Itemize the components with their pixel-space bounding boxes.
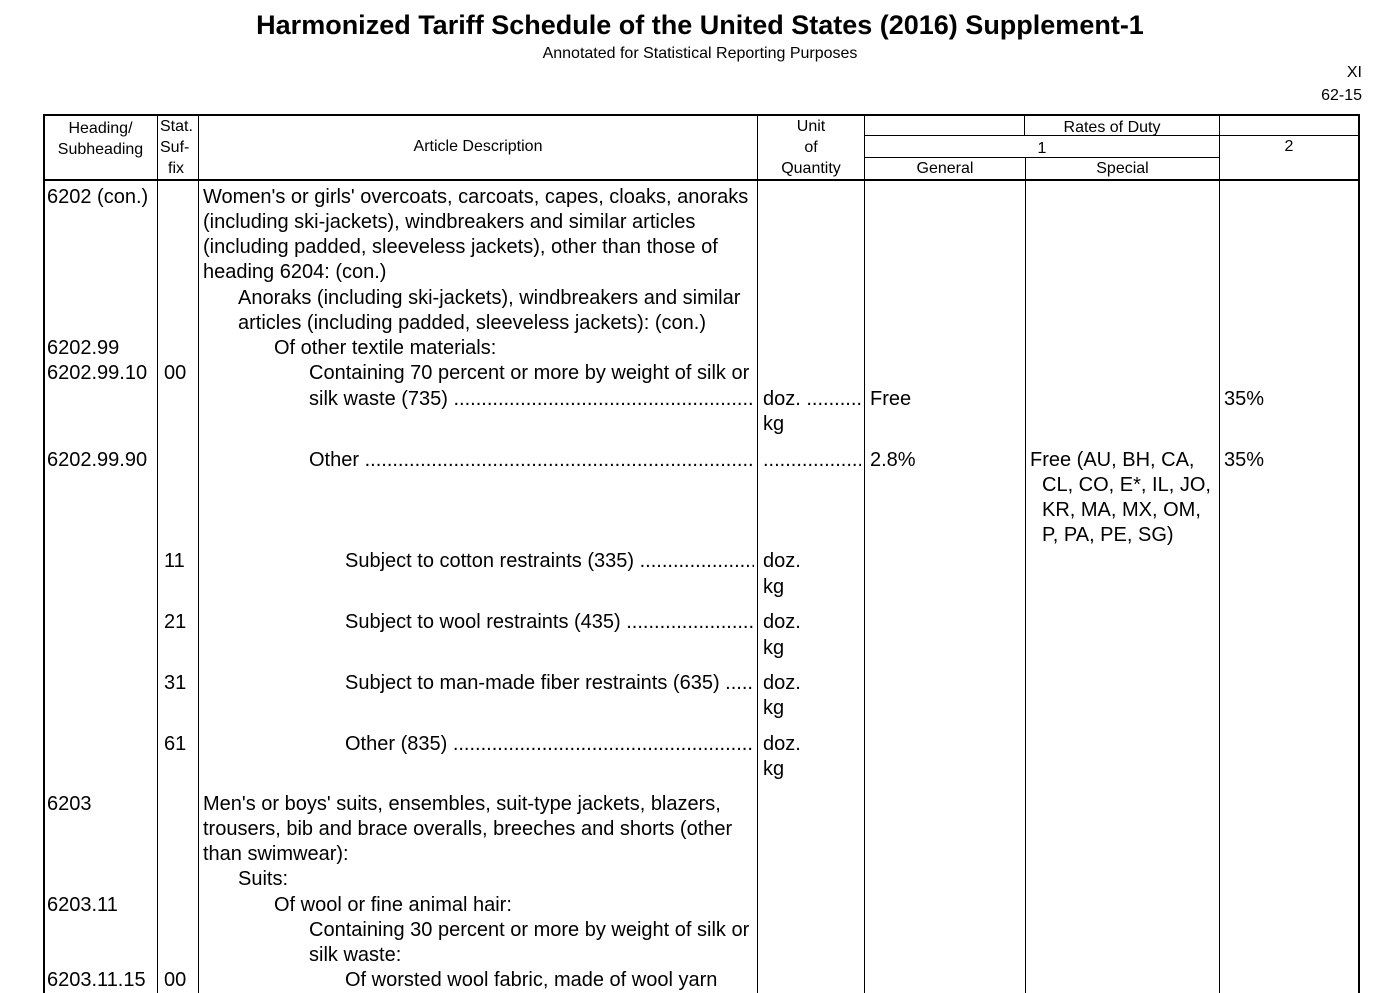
heading-6202-99-90: 6202.99.90 bbox=[47, 449, 148, 471]
heading-6203-11-15: 6203.11.15 bbox=[47, 969, 146, 991]
stat-31: 31 bbox=[164, 672, 187, 694]
heading-6202: 6202 (con.) bbox=[47, 186, 149, 208]
desc-6202-99-10-line2: silk waste (735) ..... bbox=[309, 387, 754, 412]
col2-6202-99-10: 35% bbox=[1224, 388, 1265, 410]
stat-21: 21 bbox=[164, 611, 187, 633]
general-6202-99-10: Free bbox=[870, 388, 912, 410]
desc-6202-line1: Women's or girls' overcoats, carcoats, capes, cloaks, anoraks bbox=[203, 186, 749, 208]
stat-6202-99-10: 00 bbox=[164, 362, 187, 384]
unit-stat-11-doz: doz. bbox=[763, 550, 801, 572]
unit-stat-31-kg: kg bbox=[763, 697, 785, 719]
section-number: XI bbox=[1346, 64, 1362, 81]
unit-stat-61-kg: kg bbox=[763, 758, 785, 780]
desc-6203-line1: Men's or boys' suits, ensembles, suit-type jackets, blazers, bbox=[203, 793, 721, 815]
desc-6203-11-silk-line1: Containing 30 percent or more by weight of silk or bbox=[309, 919, 750, 941]
stat-11: 11 bbox=[164, 550, 185, 572]
unit-6202-99-10-kg: kg bbox=[763, 413, 785, 435]
page-number: 62-15 bbox=[1321, 87, 1362, 104]
col-divider-general bbox=[864, 114, 865, 993]
header-col2: 2 bbox=[1284, 138, 1294, 155]
special-6202-99-90-line2: CL, CO, E*, IL, JO, bbox=[1042, 474, 1211, 496]
col-divider-desc bbox=[198, 114, 199, 993]
unit-stat-21-kg: kg bbox=[763, 637, 785, 659]
general-6202-99-90: 2.8% bbox=[870, 449, 916, 471]
unit-6202-99-10-doz: doz. ..... bbox=[763, 387, 861, 412]
col-divider-stat bbox=[157, 114, 158, 993]
heading-6203-11: 6203.11 bbox=[47, 894, 118, 916]
table-left-border bbox=[43, 114, 45, 993]
desc-6202-line2: (including ski-jackets), windbreakers and similar articles bbox=[203, 211, 696, 233]
header-unit: Unit of Quantity bbox=[781, 118, 841, 177]
unit-stat-61-doz: doz. bbox=[763, 733, 801, 755]
table-right-border bbox=[1358, 114, 1360, 993]
desc-6202-line4: heading 6204: (con.) bbox=[203, 261, 387, 283]
header-article-description: Article Description bbox=[413, 138, 543, 155]
col-divider-unit bbox=[757, 114, 758, 993]
desc-6203-11: Of wool or fine animal hair: bbox=[274, 894, 512, 916]
col2-6202-99-90: 35% bbox=[1224, 449, 1265, 471]
stat-61: 61 bbox=[164, 733, 187, 755]
unit-stat-11-kg: kg bbox=[763, 576, 785, 598]
special-6202-99-90-line3: KR, MA, MX, OM, bbox=[1042, 499, 1201, 521]
heading-6202-99-10: 6202.99.10 bbox=[47, 362, 148, 384]
col-divider-col2 bbox=[1219, 114, 1220, 993]
unit-stat-31-doz: doz. bbox=[763, 672, 801, 694]
document-subtitle: Annotated for Statistical Reporting Purposes bbox=[542, 45, 858, 62]
desc-stat-21: Subject to wool restraints (435) ..... bbox=[345, 610, 754, 635]
desc-6203-11-silk-line2: silk waste: bbox=[309, 944, 402, 966]
desc-6202-99-90: Other ..... bbox=[309, 448, 754, 473]
table-top-border bbox=[43, 114, 1360, 116]
header-heading: Heading/ Subheading bbox=[57, 120, 144, 158]
unit-stat-21-doz: doz. bbox=[763, 611, 801, 633]
heading-6202-99: 6202.99 bbox=[47, 337, 120, 359]
header-stat: Stat. Suf- fix bbox=[160, 118, 193, 177]
special-6202-99-90-line4: P, PA, PE, SG) bbox=[1042, 524, 1174, 546]
desc-6203-11-15: Of worsted wool fabric, made of wool yarn bbox=[345, 969, 718, 991]
desc-anoraks-line1: Anoraks (including ski-jackets), windbreakers and similar bbox=[238, 287, 741, 309]
desc-stat-11: Subject to cotton restraints (335) ..... bbox=[345, 549, 754, 574]
heading-6203: 6203 bbox=[47, 793, 92, 815]
desc-6203-line2: trousers, bib and brace overalls, breeches and shorts (other bbox=[203, 818, 733, 840]
header-rates-of-duty: Rates of Duty bbox=[1063, 119, 1161, 136]
header-general: General bbox=[916, 160, 974, 177]
col-divider-special bbox=[1025, 157, 1026, 993]
document-title: Harmonized Tariff Schedule of the United States (2016) Supplement-1 bbox=[256, 10, 1144, 40]
special-6202-99-90-line1: Free (AU, BH, CA, bbox=[1030, 449, 1195, 471]
stat-6203-11-15: 00 bbox=[164, 969, 187, 991]
header-col1: 1 bbox=[1037, 140, 1047, 157]
header-special: Special bbox=[1096, 160, 1149, 177]
desc-6203-line3: than swimwear): bbox=[203, 843, 349, 865]
header-bottom-border bbox=[43, 179, 1360, 181]
unit-6202-99-90-leader bbox=[763, 448, 861, 473]
desc-stat-31: Subject to man-made fiber restraints (635) ..... bbox=[345, 671, 754, 696]
desc-suits: Suits: bbox=[238, 868, 289, 890]
desc-anoraks-line2: articles (including padded, sleeveless jackets): (con.) bbox=[238, 312, 706, 334]
desc-6202-99-10-line1: Containing 70 percent or more by weight of silk or bbox=[309, 362, 750, 384]
desc-6202-99: Of other textile materials: bbox=[274, 337, 497, 359]
desc-6202-line3: (including padded, sleeveless jackets), other than those of bbox=[203, 236, 718, 258]
desc-stat-61: Other (835) ..... bbox=[345, 732, 754, 757]
